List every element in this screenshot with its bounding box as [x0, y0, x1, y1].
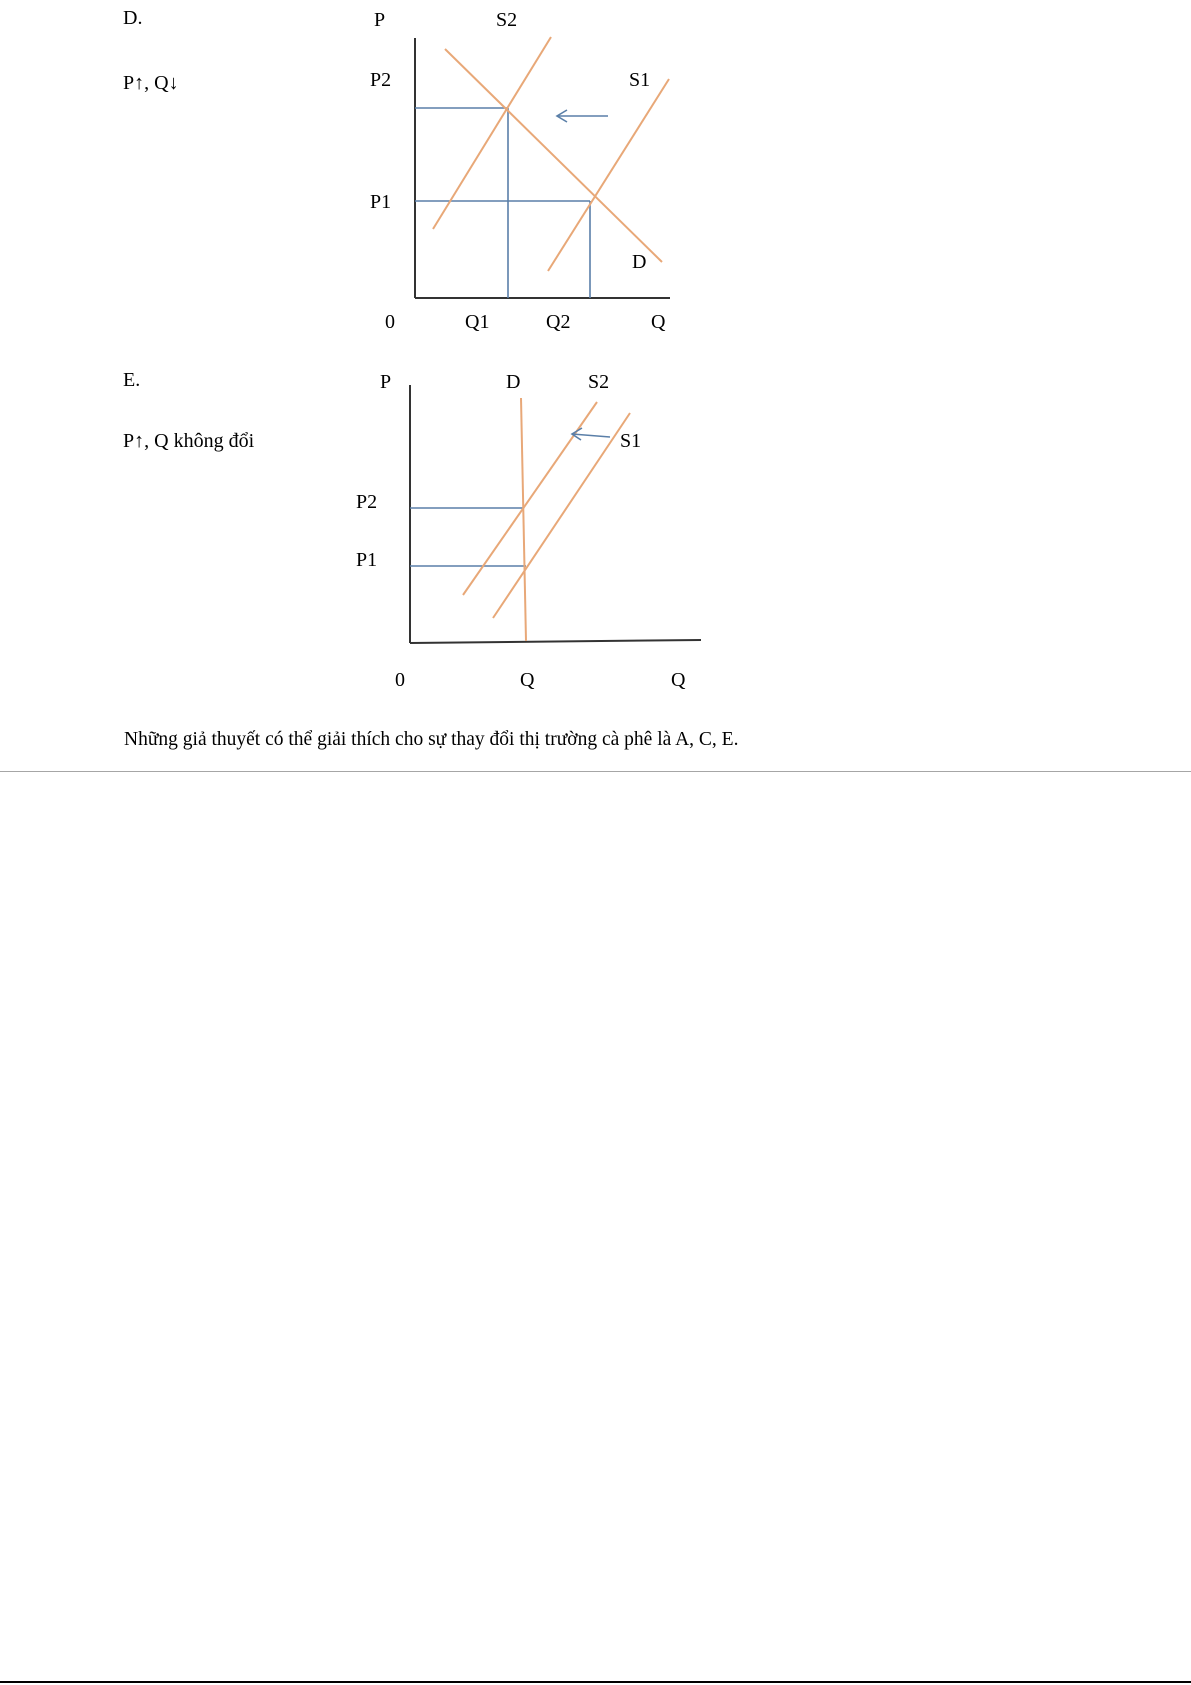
graph-e-d-curve	[521, 398, 526, 641]
graph-d-s2-label: S2	[496, 9, 518, 31]
graph-e-d-label: D	[506, 371, 521, 393]
graph-d-p2-label: P2	[370, 69, 392, 91]
section-e-letter: E.	[123, 369, 141, 391]
graph-e-shift-arrow-icon	[572, 428, 610, 440]
graph-e	[356, 371, 701, 691]
graph-d-p1-label: P1	[370, 191, 392, 213]
graph-d-s1-label: S1	[629, 69, 651, 91]
graph-d-q-axis-label: Q	[651, 311, 666, 333]
graph-e-q-axis	[410, 640, 701, 643]
graph-d-p-axis-label: P	[374, 9, 386, 31]
graph-d-q2-label: Q2	[546, 311, 571, 333]
section-d-letter: D.	[123, 7, 143, 29]
supply-demand-graphs	[0, 0, 1191, 730]
graph-d-shift-arrow-icon	[557, 110, 608, 122]
graph-d-origin-label: 0	[385, 311, 395, 333]
graph-e-s1-label: S1	[620, 430, 642, 452]
conclusion-text: Những giả thuyết có thể giải thích cho sự thay đổi thị trường cà phê là A, C, E.	[124, 729, 739, 750]
graph-d-q1-label: Q1	[465, 311, 490, 333]
graph-e-s1-curve	[493, 413, 630, 618]
graph-e-p1-label: P1	[356, 549, 378, 571]
graph-e-origin-label: 0	[395, 669, 405, 691]
graph-e-q-label: Q	[520, 669, 535, 691]
section-e-result: P↑, Q không đổi	[123, 430, 255, 452]
graph-e-s2-label: S2	[588, 371, 610, 393]
graph-e-q-axis-label: Q	[671, 669, 686, 691]
graph-d-s1-curve	[548, 79, 669, 271]
section-d-result: P↑, Q↓	[123, 72, 179, 94]
graph-e-p2-label: P2	[356, 491, 378, 513]
section-divider	[0, 771, 1191, 772]
page-bottom-rule	[0, 1681, 1191, 1683]
graph-e-p-axis-label: P	[380, 371, 392, 393]
graph-d-d-label: D	[632, 251, 647, 273]
graph-d	[370, 9, 670, 333]
